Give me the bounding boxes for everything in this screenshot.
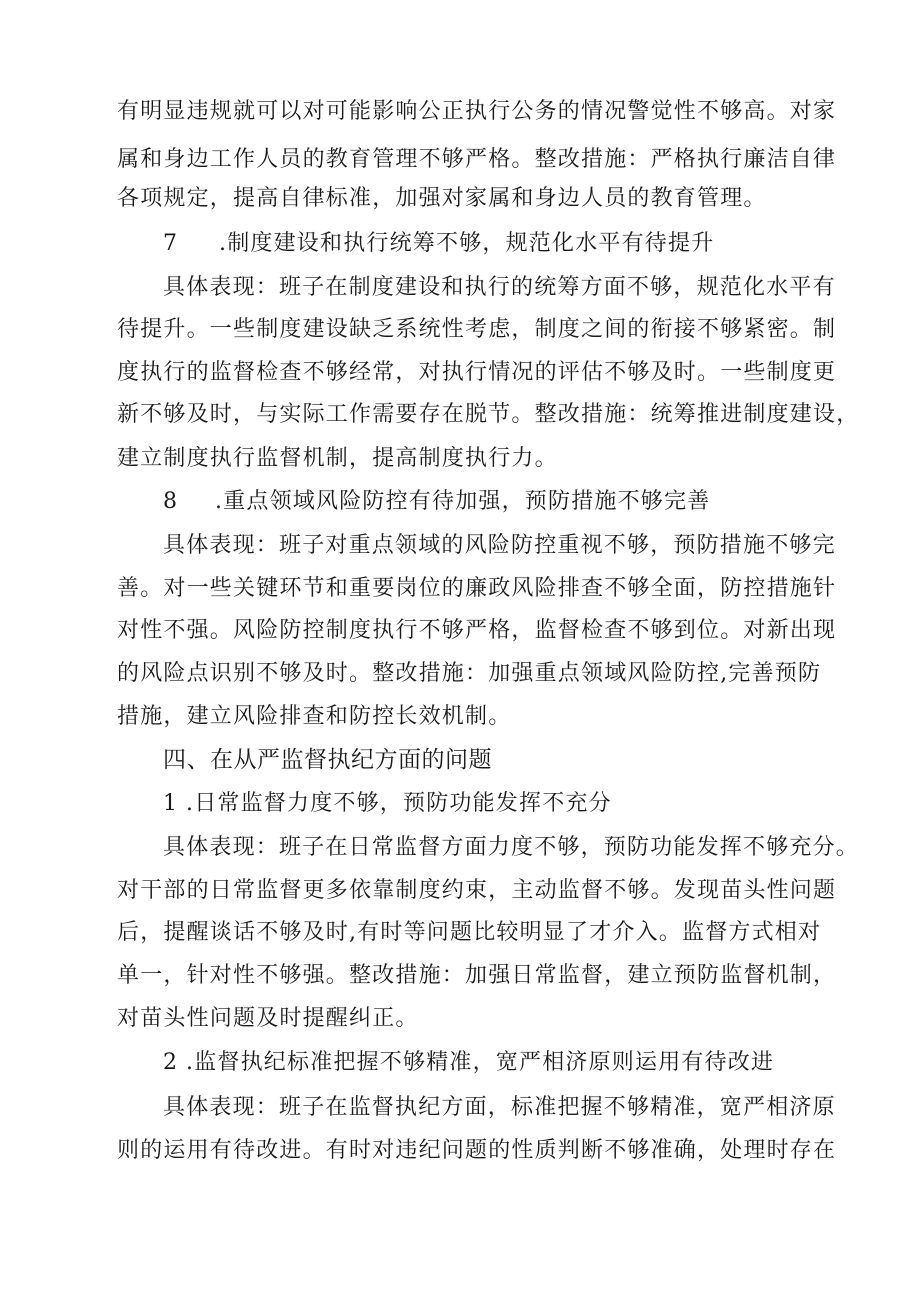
body-text-line: 措施，建立风险排查和防控长效机制。 — [117, 704, 512, 729]
body-text-line: 对苗头性问题及时提醒纠正。 — [117, 1006, 419, 1031]
body-text-line: 有明显违规就可以对可能影响公正执行公务的情况警觉性不够高。对家 — [117, 99, 837, 124]
body-text-line: 各项规定，提高自律标准，加强对家属和身边人员的教育管理。 — [117, 186, 767, 211]
item-number: 2 — [163, 1050, 177, 1075]
body-text-line: 待提升。一些制度建设缺乏系统性考虑，制度之间的衔接不够紧密。制 — [117, 317, 837, 342]
body-text-line: 具体表现：班子对重点领域的风险防控重视不够，预防措施不够完 — [163, 533, 836, 558]
item-number: 7 — [163, 231, 177, 256]
item-number: 8 — [163, 489, 177, 514]
body-text-line: 建立制度执行监督机制，提高制度执行力。 — [117, 446, 558, 471]
item-heading: .日常监督力度不够，预防功能发挥不充分 — [186, 791, 612, 816]
body-text-line: 善。对一些关键环节和重要岗位的廉政风险排查不够全面，防控措施针 — [117, 576, 837, 601]
item-heading: .制度建设和执行统筹不够，规范化水平有待提升 — [219, 231, 715, 256]
body-text-line: 的风险点识别不够及时。整改措施：加强重点领域风险防控,完善预防 — [117, 661, 822, 686]
body-text-line: 度执行的监督检查不够经常，对执行情况的评估不够及时。一些制度更 — [117, 360, 837, 385]
body-text-line: 单一，针对性不够强。整改措施：加强日常监督，建立预防监督机制， — [117, 963, 837, 988]
item-number: 1 — [163, 791, 177, 816]
body-text-line: 后，提醒谈话不够及时,有时等问题比较明显了才介入。监督方式相对 — [117, 920, 822, 945]
item-heading: .监督执纪标准把握不够精准，宽严相济原则运用有待改进 — [186, 1050, 775, 1075]
section-title: 四、在从严监督执纪方面的问题 — [163, 747, 492, 773]
body-text-line: 属和身边工作人员的教育管理不够严格。整改措施：严格执行廉洁自律 — [117, 147, 837, 172]
body-text-line: 对干部的日常监督更多依靠制度约束，主动监督不够。发现苗头性问题 — [117, 878, 837, 903]
body-text-line: 对性不强。风险防控制度执行不够严格，监督检查不够到位。对新出现 — [117, 618, 837, 643]
body-text-line: 则的运用有待改进。有时对违纪问题的性质判断不够准确，处理时存在 — [117, 1138, 837, 1163]
body-text-line: 新不够及时，与实际工作需要存在脱节。整改措施：统筹推进制度建设， — [117, 402, 860, 427]
item-heading: .重点领域风险防控有待加强，预防措施不够完善 — [215, 489, 711, 514]
body-text-line: 具体表现：班子在制度建设和执行的统筹方面不够，规范化水平有 — [163, 275, 836, 300]
body-text-line: 具体表现：班子在监督执纪方面，标准把握不够精准，宽严相济原 — [163, 1095, 836, 1120]
body-text-line: 具体表现：班子在日常监督方面力度不够，预防功能发挥不够充分。 — [163, 835, 860, 860]
